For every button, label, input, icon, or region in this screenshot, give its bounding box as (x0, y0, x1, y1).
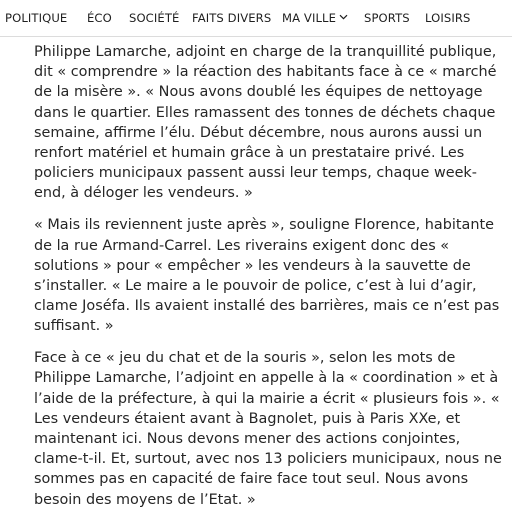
chevron-down-icon (339, 13, 348, 21)
article-body (34, 42, 508, 522)
nav-item-sports[interactable]: SPORTS (364, 11, 410, 25)
nav-item-politique[interactable]: POLITIQUE (5, 11, 68, 25)
nav-item-faits-divers[interactable]: FAITS DIVERS (192, 11, 272, 25)
nav-item-societe[interactable]: SOCIÉTÉ (129, 11, 180, 25)
nav-item-ma-ville[interactable] (282, 11, 348, 25)
nav-item-loisirs[interactable]: LOISIRS (425, 11, 471, 25)
article-paragraph-3: Face à ce « jeu du chat et de la souris », selon les mots de Philippe Lamarche, l’adjoint en appelle à la « coordination » et à l’aide de la préfecture, à qui la mairie a écrit « plusieurs fois ». « Les vendeurs étaient avant à Bagnolet, puis à Paris XXe, et maintenant ici. Nous devons mener des actions conjointes, clame-t-il. Et, surtout, avec nos 13 policiers municipaux, nous ne sommes pas en capacité de faire face tout seul. Nous avons besoin des moyens de l’Etat. » (34, 350, 502, 508)
article-paragraph-1: Philippe Lamarche, adjoint en charge de la tranquillité publique, dit « comprendre » la réaction des habitants face à ce « marché de la misère ». « Nous avons doublé les équipes de nettoyage dans le quartier. Elles ramassent des tonnes de déchets chaque semaine, affirme l’élu. Début décembre, nous aurons aussi un renfort matériel et humain grâce à un prestataire privé. Les policiers municipaux passent aussi leur temps, chaque week-end, à déloger les vendeurs. » (34, 44, 497, 202)
top-navigation-bar (0, 0, 512, 37)
nav-item-ma-ville-label: MA VILLE (282, 11, 337, 25)
nav-item-eco[interactable]: ÉCO (87, 11, 112, 25)
article-paragraph-2: « Mais ils reviennent juste après », souligne Florence, habitante de la rue Armand-Carrel. Les riverains exigent donc des « solutions » pour « empêcher » les vendeurs à la sauvette de s’installer. « Le maire a le pouvoir de police, c’est à lui d’agir, clame Joséfa. Ils avaient installé des barrières, mais ce n’est pas suffisant. » (34, 217, 500, 335)
